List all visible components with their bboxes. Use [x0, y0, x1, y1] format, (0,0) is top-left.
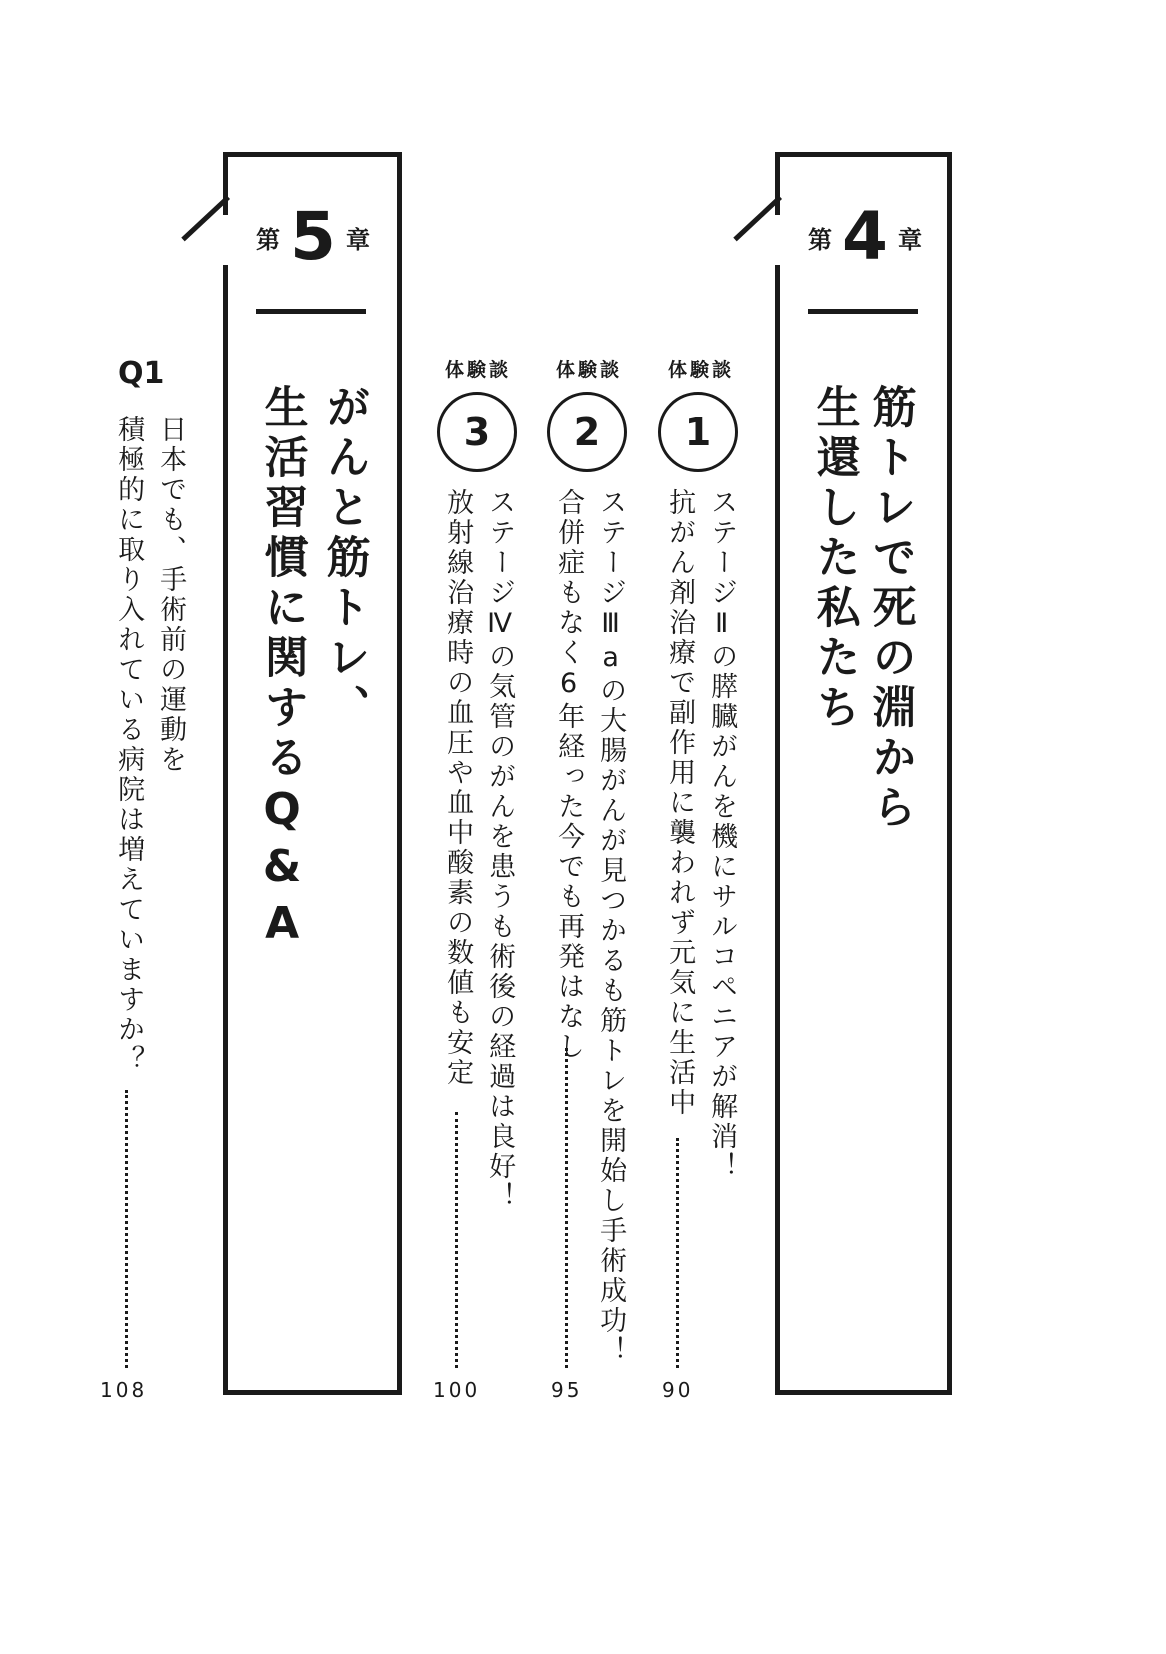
experience3-line1[interactable]: ステージⅣの気管のがんを患うも術後の経過は良好！ — [484, 488, 516, 1212]
chapter4-title-line2: 生還した私たち — [808, 384, 860, 734]
experience1-label: 体験談 — [667, 359, 734, 381]
q1-leader-dots — [125, 1090, 128, 1368]
experience1-number-badge — [658, 392, 738, 472]
chapter5-number: 5 — [290, 198, 336, 275]
q1-line1[interactable]: 日本でも、手術前の運動を — [155, 415, 187, 775]
chapter4-suffix: 章 — [897, 225, 922, 254]
chapter5-title-line1: がんと筋トレ、 — [318, 384, 370, 734]
experience2-line1[interactable]: ステージⅢaの大腸がんが見つかるも筋トレを開始し手術成功！ — [595, 488, 627, 1366]
experience1-number: 1 — [684, 410, 712, 454]
chapter4-heading — [785, 198, 945, 275]
chapter4-rule — [808, 309, 918, 314]
q1-line2[interactable]: 積極的に取り入れている病院は増えていますか？ — [113, 415, 145, 1075]
chapter5-frame — [223, 152, 402, 1395]
experience1-line1[interactable]: ステージⅡの膵臓がんを機にサルコペニアが解消！ — [706, 488, 738, 1182]
experience1-page[interactable]: 90 — [662, 1378, 694, 1402]
experience1-leader-dots — [676, 1138, 679, 1368]
chapter5-title-line2: 生活習慣に関するQ&A — [256, 384, 308, 955]
chapter4-title-line1: 筋トレで死の淵から — [864, 384, 916, 834]
experience3-leader-dots — [455, 1112, 458, 1368]
experience3-number-badge — [437, 392, 517, 472]
chapter5-heading — [233, 198, 393, 275]
chapter5-prefix: 第 — [256, 225, 281, 254]
experience2-number: 2 — [573, 410, 601, 454]
chapter4-number: 4 — [842, 198, 888, 275]
chapter5-rule — [256, 309, 366, 314]
chapter5-suffix: 章 — [345, 225, 370, 254]
chapter4-prefix: 第 — [808, 225, 833, 254]
experience2-number-badge — [547, 392, 627, 472]
experience3-label: 体験談 — [444, 359, 511, 381]
experience1-line2[interactable]: 抗がん剤治療で副作用に襲われず元気に生活中 — [664, 488, 696, 1118]
q1-page[interactable]: 108 — [100, 1378, 148, 1402]
experience3-number: 3 — [463, 410, 491, 454]
experience3-line2[interactable]: 放射線治療時の血圧や血中酸素の数値も安定 — [442, 488, 474, 1088]
experience3-page[interactable]: 100 — [433, 1378, 481, 1402]
experience2-page[interactable]: 95 — [551, 1378, 583, 1402]
experience2-label: 体験談 — [555, 359, 622, 381]
q1-label: Q1 — [118, 356, 165, 391]
experience2-line2[interactable]: 合併症もなく6年経った今でも再発はなし — [553, 488, 585, 1062]
experience2-leader-dots — [565, 1048, 568, 1368]
